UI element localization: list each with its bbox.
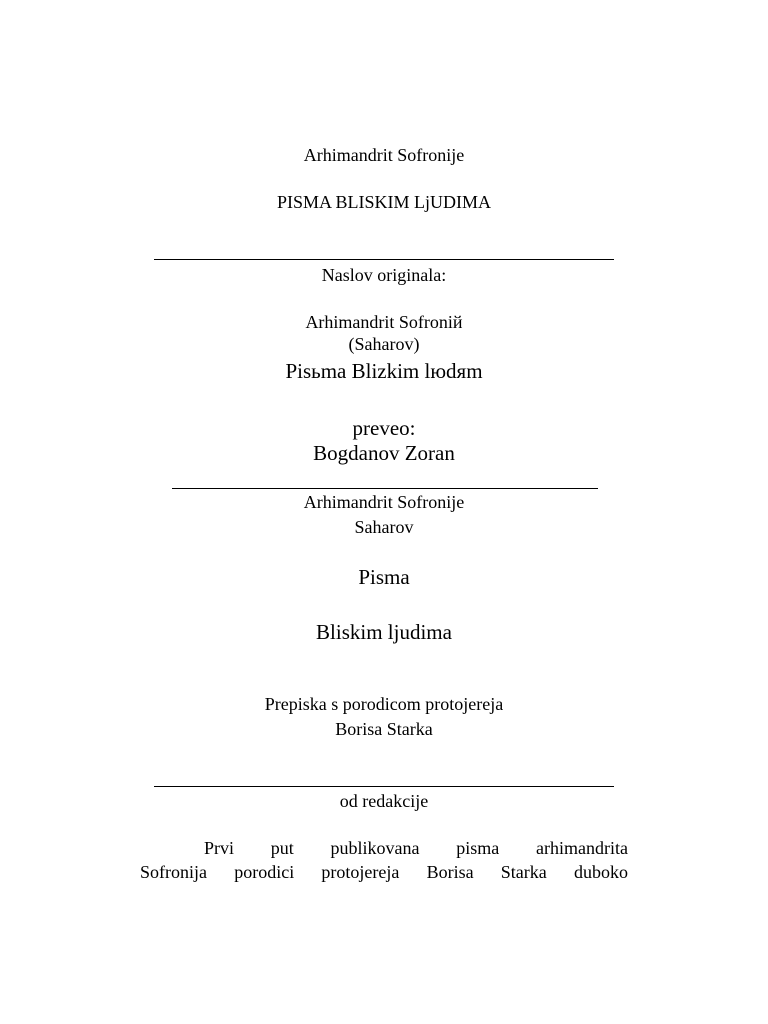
original-title-caption: Naslov originala: xyxy=(321,265,447,285)
original-author-line2: (Saharov) xyxy=(348,334,420,354)
book-title: PISMA BLISKIM LjUDIMA xyxy=(276,192,492,212)
cover-author-line1: Arhimandrit Sofronije xyxy=(303,492,465,512)
editorial-paragraph-line1: Prvi put publikovana pisma arhimandrita xyxy=(204,838,628,858)
author-name: Arhimandrit Sofronije xyxy=(303,145,465,165)
editorial-caption: od redakcije xyxy=(339,791,429,811)
cover-title-line2: Bliskim ljudima xyxy=(316,620,452,644)
divider-rule xyxy=(154,259,614,260)
translator-caption: preveo: xyxy=(352,416,416,440)
cover-title-line1: Pisma xyxy=(358,565,410,589)
translator-name: Bogdanov Zoran xyxy=(313,441,455,465)
cover-subtitle-line2: Borisa Starka xyxy=(335,719,433,739)
editorial-paragraph-line2: Sofronija porodici protojereja Borisa Starka duboko xyxy=(140,862,628,882)
divider-rule xyxy=(154,786,614,787)
original-book-title: Pisьma Blizkim lюdяm xyxy=(285,359,483,383)
cover-subtitle-line1: Prepiska s porodicom protojereja xyxy=(264,694,504,714)
cover-author-line2: Saharov xyxy=(354,517,414,537)
divider-rule xyxy=(172,488,598,489)
original-author-line1: Arhimandrit Sofroniй xyxy=(305,312,463,332)
